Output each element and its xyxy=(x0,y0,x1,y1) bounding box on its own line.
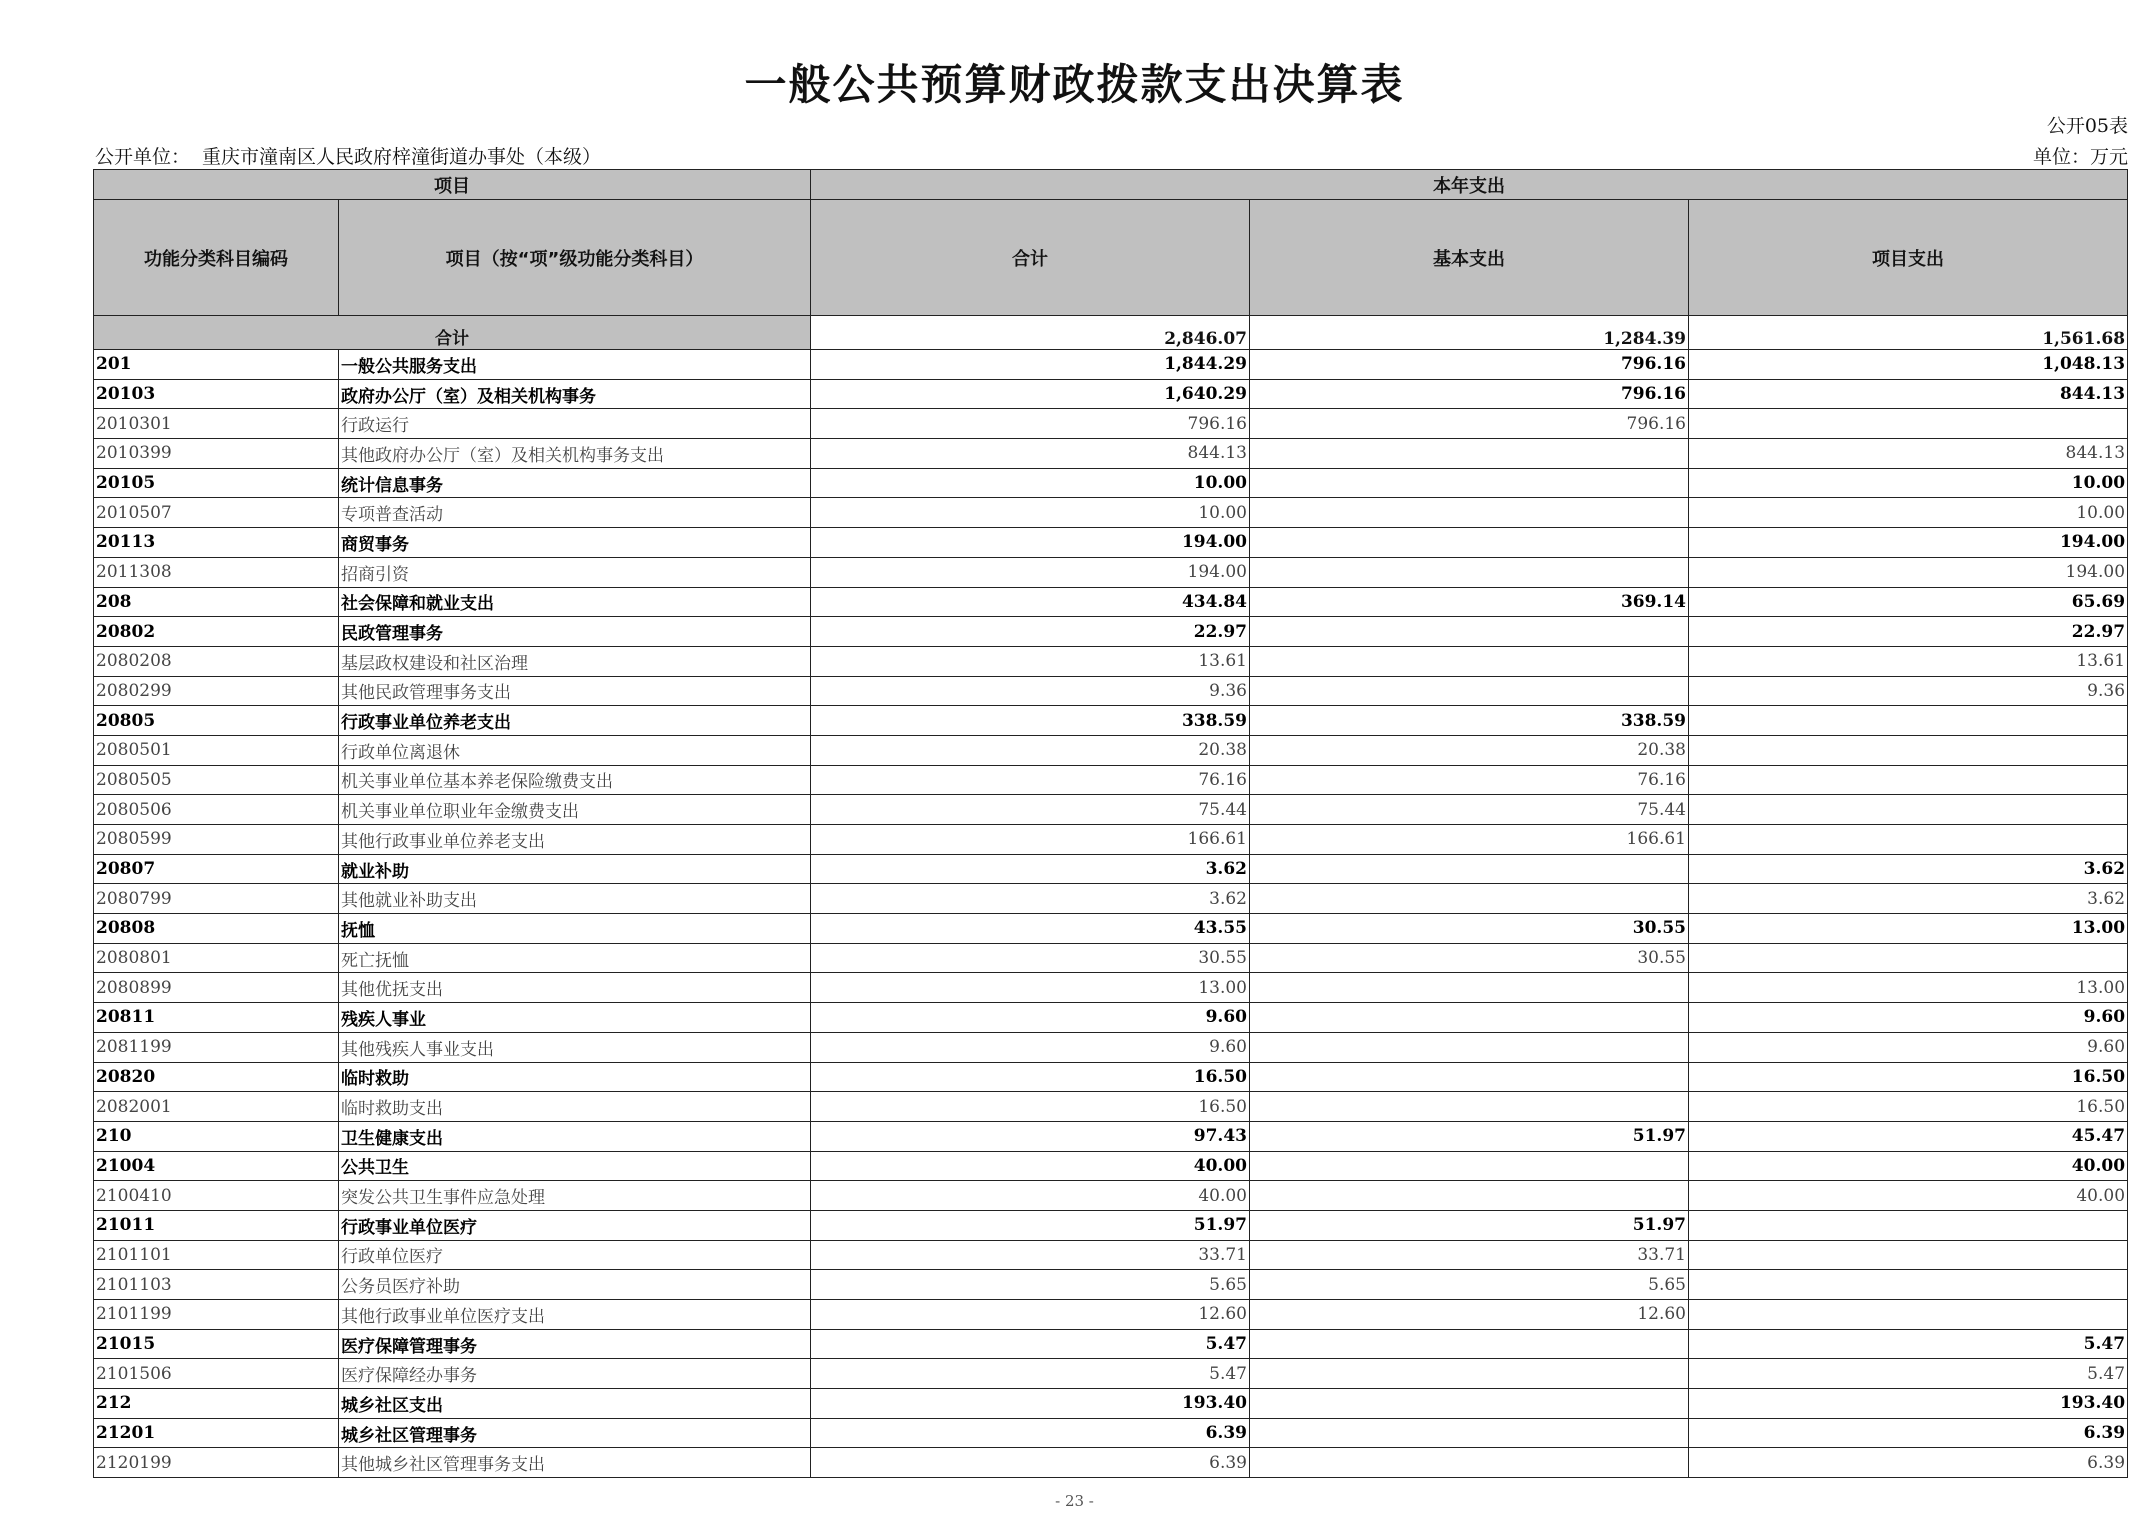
cell-name: 一般公共服务支出 xyxy=(339,350,811,380)
cell-code: 2080799 xyxy=(94,884,339,914)
table-row xyxy=(94,914,2128,944)
cell-total: 13.00 xyxy=(811,973,1250,1003)
cell-name: 抚恤 xyxy=(339,914,811,944)
cell-name: 民政管理事务 xyxy=(339,617,811,647)
table-body xyxy=(94,316,2128,1478)
cell-project: 5.47 xyxy=(1689,1359,2128,1389)
cell-project: 65.69 xyxy=(1689,587,2128,617)
cell-name: 专项普查活动 xyxy=(339,498,811,528)
cell-basic: 76.16 xyxy=(1250,765,1689,795)
cell-total: 40.00 xyxy=(811,1181,1250,1211)
cell-basic xyxy=(1250,1359,1689,1389)
cell-project: 194.00 xyxy=(1689,557,2128,587)
cell-basic: 30.55 xyxy=(1250,914,1689,944)
cell-basic: 369.14 xyxy=(1250,587,1689,617)
total-label: 合计 xyxy=(94,316,811,350)
cell-code: 21201 xyxy=(94,1418,339,1448)
cell-code: 2080299 xyxy=(94,676,339,706)
cell-project: 9.60 xyxy=(1689,1003,2128,1033)
cell-code: 21015 xyxy=(94,1329,339,1359)
table-row xyxy=(94,587,2128,617)
table-row xyxy=(94,1418,2128,1448)
table-row xyxy=(94,468,2128,498)
table-row xyxy=(94,1240,2128,1270)
cell-total: 796.16 xyxy=(811,409,1250,439)
cell-project: 6.39 xyxy=(1689,1448,2128,1478)
cell-total: 193.40 xyxy=(811,1389,1250,1419)
disclosing-unit-name: 重庆市潼南区人民政府梓潼街道办事处（本级） xyxy=(202,146,602,168)
cell-basic: 33.71 xyxy=(1250,1240,1689,1270)
cell-total: 76.16 xyxy=(811,765,1250,795)
table-row xyxy=(94,1151,2128,1181)
cell-project: 40.00 xyxy=(1689,1181,2128,1211)
cell-name: 机关事业单位职业年金缴费支出 xyxy=(339,795,811,825)
cell-total: 97.43 xyxy=(811,1121,1250,1151)
cell-name: 临时救助 xyxy=(339,1062,811,1092)
cell-basic xyxy=(1250,617,1689,647)
cell-project xyxy=(1689,795,2128,825)
table-row xyxy=(94,1062,2128,1092)
cell-project: 6.39 xyxy=(1689,1418,2128,1448)
cell-total: 22.97 xyxy=(811,617,1250,647)
cell-name: 其他行政事业单位养老支出 xyxy=(339,825,811,855)
cell-name: 临时救助支出 xyxy=(339,1092,811,1122)
cell-project xyxy=(1689,825,2128,855)
table-row xyxy=(94,528,2128,558)
cell-total: 9.60 xyxy=(811,1003,1250,1033)
cell-basic xyxy=(1250,1092,1689,1122)
cell-code: 2010507 xyxy=(94,498,339,528)
total-basic: 1,284.39 xyxy=(1250,316,1689,350)
cell-name: 行政事业单位养老支出 xyxy=(339,706,811,736)
cell-project: 193.40 xyxy=(1689,1389,2128,1419)
cell-project: 13.00 xyxy=(1689,914,2128,944)
group-header-row xyxy=(94,170,2128,200)
table-row xyxy=(94,706,2128,736)
cell-name: 基层政权建设和社区治理 xyxy=(339,646,811,676)
page-title: 一般公共预算财政拨款支出决算表 xyxy=(744,60,1405,109)
table-row xyxy=(94,350,2128,380)
table-row xyxy=(94,795,2128,825)
cell-total: 43.55 xyxy=(811,914,1250,944)
table-row xyxy=(94,676,2128,706)
cell-code: 2010399 xyxy=(94,439,339,469)
cell-total: 10.00 xyxy=(811,468,1250,498)
cell-project xyxy=(1689,1300,2128,1330)
cell-code: 2080501 xyxy=(94,735,339,765)
cell-basic: 20.38 xyxy=(1250,735,1689,765)
cell-name: 其他就业补助支出 xyxy=(339,884,811,914)
cell-basic xyxy=(1250,854,1689,884)
cell-code: 208 xyxy=(94,587,339,617)
cell-basic xyxy=(1250,973,1689,1003)
table-row xyxy=(94,409,2128,439)
cell-basic: 796.16 xyxy=(1250,379,1689,409)
cell-code: 2080208 xyxy=(94,646,339,676)
cell-basic: 166.61 xyxy=(1250,825,1689,855)
cell-project: 194.00 xyxy=(1689,528,2128,558)
cell-code: 2120199 xyxy=(94,1448,339,1478)
cell-name: 医疗保障管理事务 xyxy=(339,1329,811,1359)
table-row xyxy=(94,379,2128,409)
cell-basic xyxy=(1250,498,1689,528)
cell-total: 6.39 xyxy=(811,1448,1250,1478)
table-row xyxy=(94,1210,2128,1240)
cell-code: 2101101 xyxy=(94,1240,339,1270)
total-row xyxy=(94,316,2128,350)
table-row xyxy=(94,557,2128,587)
cell-basic xyxy=(1250,646,1689,676)
cell-code: 20808 xyxy=(94,914,339,944)
cell-name: 卫生健康支出 xyxy=(339,1121,811,1151)
cell-code: 2011308 xyxy=(94,557,339,587)
cell-basic xyxy=(1250,1181,1689,1211)
column-header-basic: 基本支出 xyxy=(1250,200,1689,316)
cell-name: 医疗保障经办事务 xyxy=(339,1359,811,1389)
cell-code: 2081199 xyxy=(94,1032,339,1062)
cell-code: 2101506 xyxy=(94,1359,339,1389)
cell-basic xyxy=(1250,1032,1689,1062)
cell-basic: 796.16 xyxy=(1250,350,1689,380)
cell-name: 行政单位医疗 xyxy=(339,1240,811,1270)
cell-total: 30.55 xyxy=(811,943,1250,973)
cell-project: 9.60 xyxy=(1689,1032,2128,1062)
cell-basic: 51.97 xyxy=(1250,1210,1689,1240)
cell-basic xyxy=(1250,528,1689,558)
cell-project xyxy=(1689,706,2128,736)
cell-project: 3.62 xyxy=(1689,884,2128,914)
cell-code: 2010301 xyxy=(94,409,339,439)
table-row xyxy=(94,1181,2128,1211)
cell-code: 20805 xyxy=(94,706,339,736)
cell-total: 40.00 xyxy=(811,1151,1250,1181)
cell-basic: 75.44 xyxy=(1250,795,1689,825)
table-row xyxy=(94,1448,2128,1478)
cell-name: 城乡社区支出 xyxy=(339,1389,811,1419)
table-row xyxy=(94,1092,2128,1122)
cell-basic xyxy=(1250,1418,1689,1448)
table-row xyxy=(94,1389,2128,1419)
currency-unit: 单位：万元 xyxy=(2032,146,2128,168)
cell-total: 10.00 xyxy=(811,498,1250,528)
cell-total: 844.13 xyxy=(811,439,1250,469)
cell-code: 21011 xyxy=(94,1210,339,1240)
cell-name: 其他政府办公厅（室）及相关机构事务支出 xyxy=(339,439,811,469)
cell-total: 20.38 xyxy=(811,735,1250,765)
cell-code: 2101103 xyxy=(94,1270,339,1300)
cell-name: 机关事业单位基本养老保险缴费支出 xyxy=(339,765,811,795)
table-row xyxy=(94,1300,2128,1330)
total-project: 1,561.68 xyxy=(1689,316,2128,350)
cell-total: 16.50 xyxy=(811,1092,1250,1122)
cell-name: 其他残疾人事业支出 xyxy=(339,1032,811,1062)
cell-project: 1,048.13 xyxy=(1689,350,2128,380)
cell-basic: 30.55 xyxy=(1250,943,1689,973)
cell-basic xyxy=(1250,468,1689,498)
cell-total: 33.71 xyxy=(811,1240,1250,1270)
cell-code: 20105 xyxy=(94,468,339,498)
cell-name: 其他民政管理事务支出 xyxy=(339,676,811,706)
cell-name: 其他城乡社区管理事务支出 xyxy=(339,1448,811,1478)
column-header-project: 项目支出 xyxy=(1689,200,2128,316)
table-row xyxy=(94,765,2128,795)
cell-basic: 51.97 xyxy=(1250,1121,1689,1151)
cell-total: 12.60 xyxy=(811,1300,1250,1330)
cell-code: 210 xyxy=(94,1121,339,1151)
cell-code: 20103 xyxy=(94,379,339,409)
cell-project xyxy=(1689,943,2128,973)
cell-total: 9.36 xyxy=(811,676,1250,706)
cell-name: 行政运行 xyxy=(339,409,811,439)
cell-total: 3.62 xyxy=(811,884,1250,914)
table-row xyxy=(94,617,2128,647)
cell-project: 844.13 xyxy=(1689,439,2128,469)
cell-project xyxy=(1689,765,2128,795)
cell-total: 75.44 xyxy=(811,795,1250,825)
table-row xyxy=(94,884,2128,914)
cell-project: 9.36 xyxy=(1689,676,2128,706)
table-row xyxy=(94,1003,2128,1033)
cell-basic: 12.60 xyxy=(1250,1300,1689,1330)
cell-name: 城乡社区管理事务 xyxy=(339,1418,811,1448)
cell-name: 就业补助 xyxy=(339,854,811,884)
cell-project: 13.61 xyxy=(1689,646,2128,676)
cell-basic xyxy=(1250,1329,1689,1359)
table-row xyxy=(94,498,2128,528)
table-row xyxy=(94,1359,2128,1389)
table-row xyxy=(94,854,2128,884)
cell-total: 1,640.29 xyxy=(811,379,1250,409)
cell-project xyxy=(1689,409,2128,439)
cell-basic: 5.65 xyxy=(1250,1270,1689,1300)
column-header-row xyxy=(94,200,2128,316)
cell-basic xyxy=(1250,1062,1689,1092)
cell-basic xyxy=(1250,1389,1689,1419)
cell-basic: 338.59 xyxy=(1250,706,1689,736)
table-row xyxy=(94,646,2128,676)
table-row xyxy=(94,973,2128,1003)
cell-name: 公共卫生 xyxy=(339,1151,811,1181)
cell-total: 194.00 xyxy=(811,557,1250,587)
cell-name: 突发公共卫生事件应急处理 xyxy=(339,1181,811,1211)
cell-basic xyxy=(1250,1151,1689,1181)
cell-project xyxy=(1689,1210,2128,1240)
cell-name: 政府办公厅（室）及相关机构事务 xyxy=(339,379,811,409)
group-header-project: 项目 xyxy=(94,170,811,200)
cell-total: 3.62 xyxy=(811,854,1250,884)
cell-total: 5.47 xyxy=(811,1359,1250,1389)
cell-total: 13.61 xyxy=(811,646,1250,676)
cell-code: 20113 xyxy=(94,528,339,558)
cell-project xyxy=(1689,1240,2128,1270)
column-header-total: 合计 xyxy=(811,200,1250,316)
cell-name: 公务员医疗补助 xyxy=(339,1270,811,1300)
cell-name: 残疾人事业 xyxy=(339,1003,811,1033)
table-row xyxy=(94,439,2128,469)
cell-project: 45.47 xyxy=(1689,1121,2128,1151)
cell-project: 10.00 xyxy=(1689,468,2128,498)
cell-basic xyxy=(1250,1003,1689,1033)
cell-basic xyxy=(1250,884,1689,914)
cell-name: 统计信息事务 xyxy=(339,468,811,498)
cell-code: 2080599 xyxy=(94,825,339,855)
table-row xyxy=(94,1032,2128,1062)
cell-project: 16.50 xyxy=(1689,1092,2128,1122)
disclosing-unit xyxy=(95,142,613,169)
cell-project: 40.00 xyxy=(1689,1151,2128,1181)
cell-project: 3.62 xyxy=(1689,854,2128,884)
cell-total: 5.47 xyxy=(811,1329,1250,1359)
cell-total: 5.65 xyxy=(811,1270,1250,1300)
cell-name: 社会保障和就业支出 xyxy=(339,587,811,617)
total-amount: 2,846.07 xyxy=(811,316,1250,350)
cell-project: 22.97 xyxy=(1689,617,2128,647)
cell-code: 2080506 xyxy=(94,795,339,825)
cell-code: 20807 xyxy=(94,854,339,884)
cell-total: 194.00 xyxy=(811,528,1250,558)
table-row xyxy=(94,1121,2128,1151)
cell-code: 2082001 xyxy=(94,1092,339,1122)
table-row xyxy=(94,825,2128,855)
cell-project: 5.47 xyxy=(1689,1329,2128,1359)
group-header-current-year: 本年支出 xyxy=(811,170,2128,200)
cell-total: 6.39 xyxy=(811,1418,1250,1448)
cell-code: 20811 xyxy=(94,1003,339,1033)
cell-basic xyxy=(1250,1448,1689,1478)
cell-name: 其他优抚支出 xyxy=(339,973,811,1003)
expenditure-table xyxy=(93,169,2128,1478)
cell-total: 16.50 xyxy=(811,1062,1250,1092)
cell-project: 16.50 xyxy=(1689,1062,2128,1092)
column-header-name: 项目（按“项”级功能分类科目） xyxy=(339,200,811,316)
table-row xyxy=(94,1270,2128,1300)
cell-name: 死亡抚恤 xyxy=(339,943,811,973)
cell-name: 招商引资 xyxy=(339,557,811,587)
cell-code: 212 xyxy=(94,1389,339,1419)
cell-name: 其他行政事业单位医疗支出 xyxy=(339,1300,811,1330)
cell-total: 338.59 xyxy=(811,706,1250,736)
cell-code: 2101199 xyxy=(94,1300,339,1330)
cell-code: 20802 xyxy=(94,617,339,647)
cell-basic xyxy=(1250,557,1689,587)
cell-project: 13.00 xyxy=(1689,973,2128,1003)
cell-basic xyxy=(1250,676,1689,706)
cell-code: 2080505 xyxy=(94,765,339,795)
cell-code: 2080899 xyxy=(94,973,339,1003)
form-number: 公开05表 xyxy=(2046,115,2128,137)
cell-code: 2100410 xyxy=(94,1181,339,1211)
cell-name: 行政事业单位医疗 xyxy=(339,1210,811,1240)
cell-total: 434.84 xyxy=(811,587,1250,617)
page-number: - 23 - xyxy=(1055,1492,1094,1510)
cell-name: 商贸事务 xyxy=(339,528,811,558)
cell-basic xyxy=(1250,439,1689,469)
cell-code: 20820 xyxy=(94,1062,339,1092)
cell-project xyxy=(1689,1270,2128,1300)
cell-code: 2080801 xyxy=(94,943,339,973)
cell-name: 行政单位离退休 xyxy=(339,735,811,765)
table-row xyxy=(94,943,2128,973)
cell-basic: 796.16 xyxy=(1250,409,1689,439)
cell-project: 10.00 xyxy=(1689,498,2128,528)
cell-total: 166.61 xyxy=(811,825,1250,855)
cell-code: 201 xyxy=(94,350,339,380)
cell-total: 51.97 xyxy=(811,1210,1250,1240)
cell-code: 21004 xyxy=(94,1151,339,1181)
table-row xyxy=(94,1329,2128,1359)
column-header-code: 功能分类科目编码 xyxy=(94,200,339,316)
disclosing-unit-label: 公开单位： xyxy=(95,146,191,168)
cell-total: 1,844.29 xyxy=(811,350,1250,380)
cell-total: 9.60 xyxy=(811,1032,1250,1062)
cell-project: 844.13 xyxy=(1689,379,2128,409)
table-row xyxy=(94,735,2128,765)
cell-project xyxy=(1689,735,2128,765)
